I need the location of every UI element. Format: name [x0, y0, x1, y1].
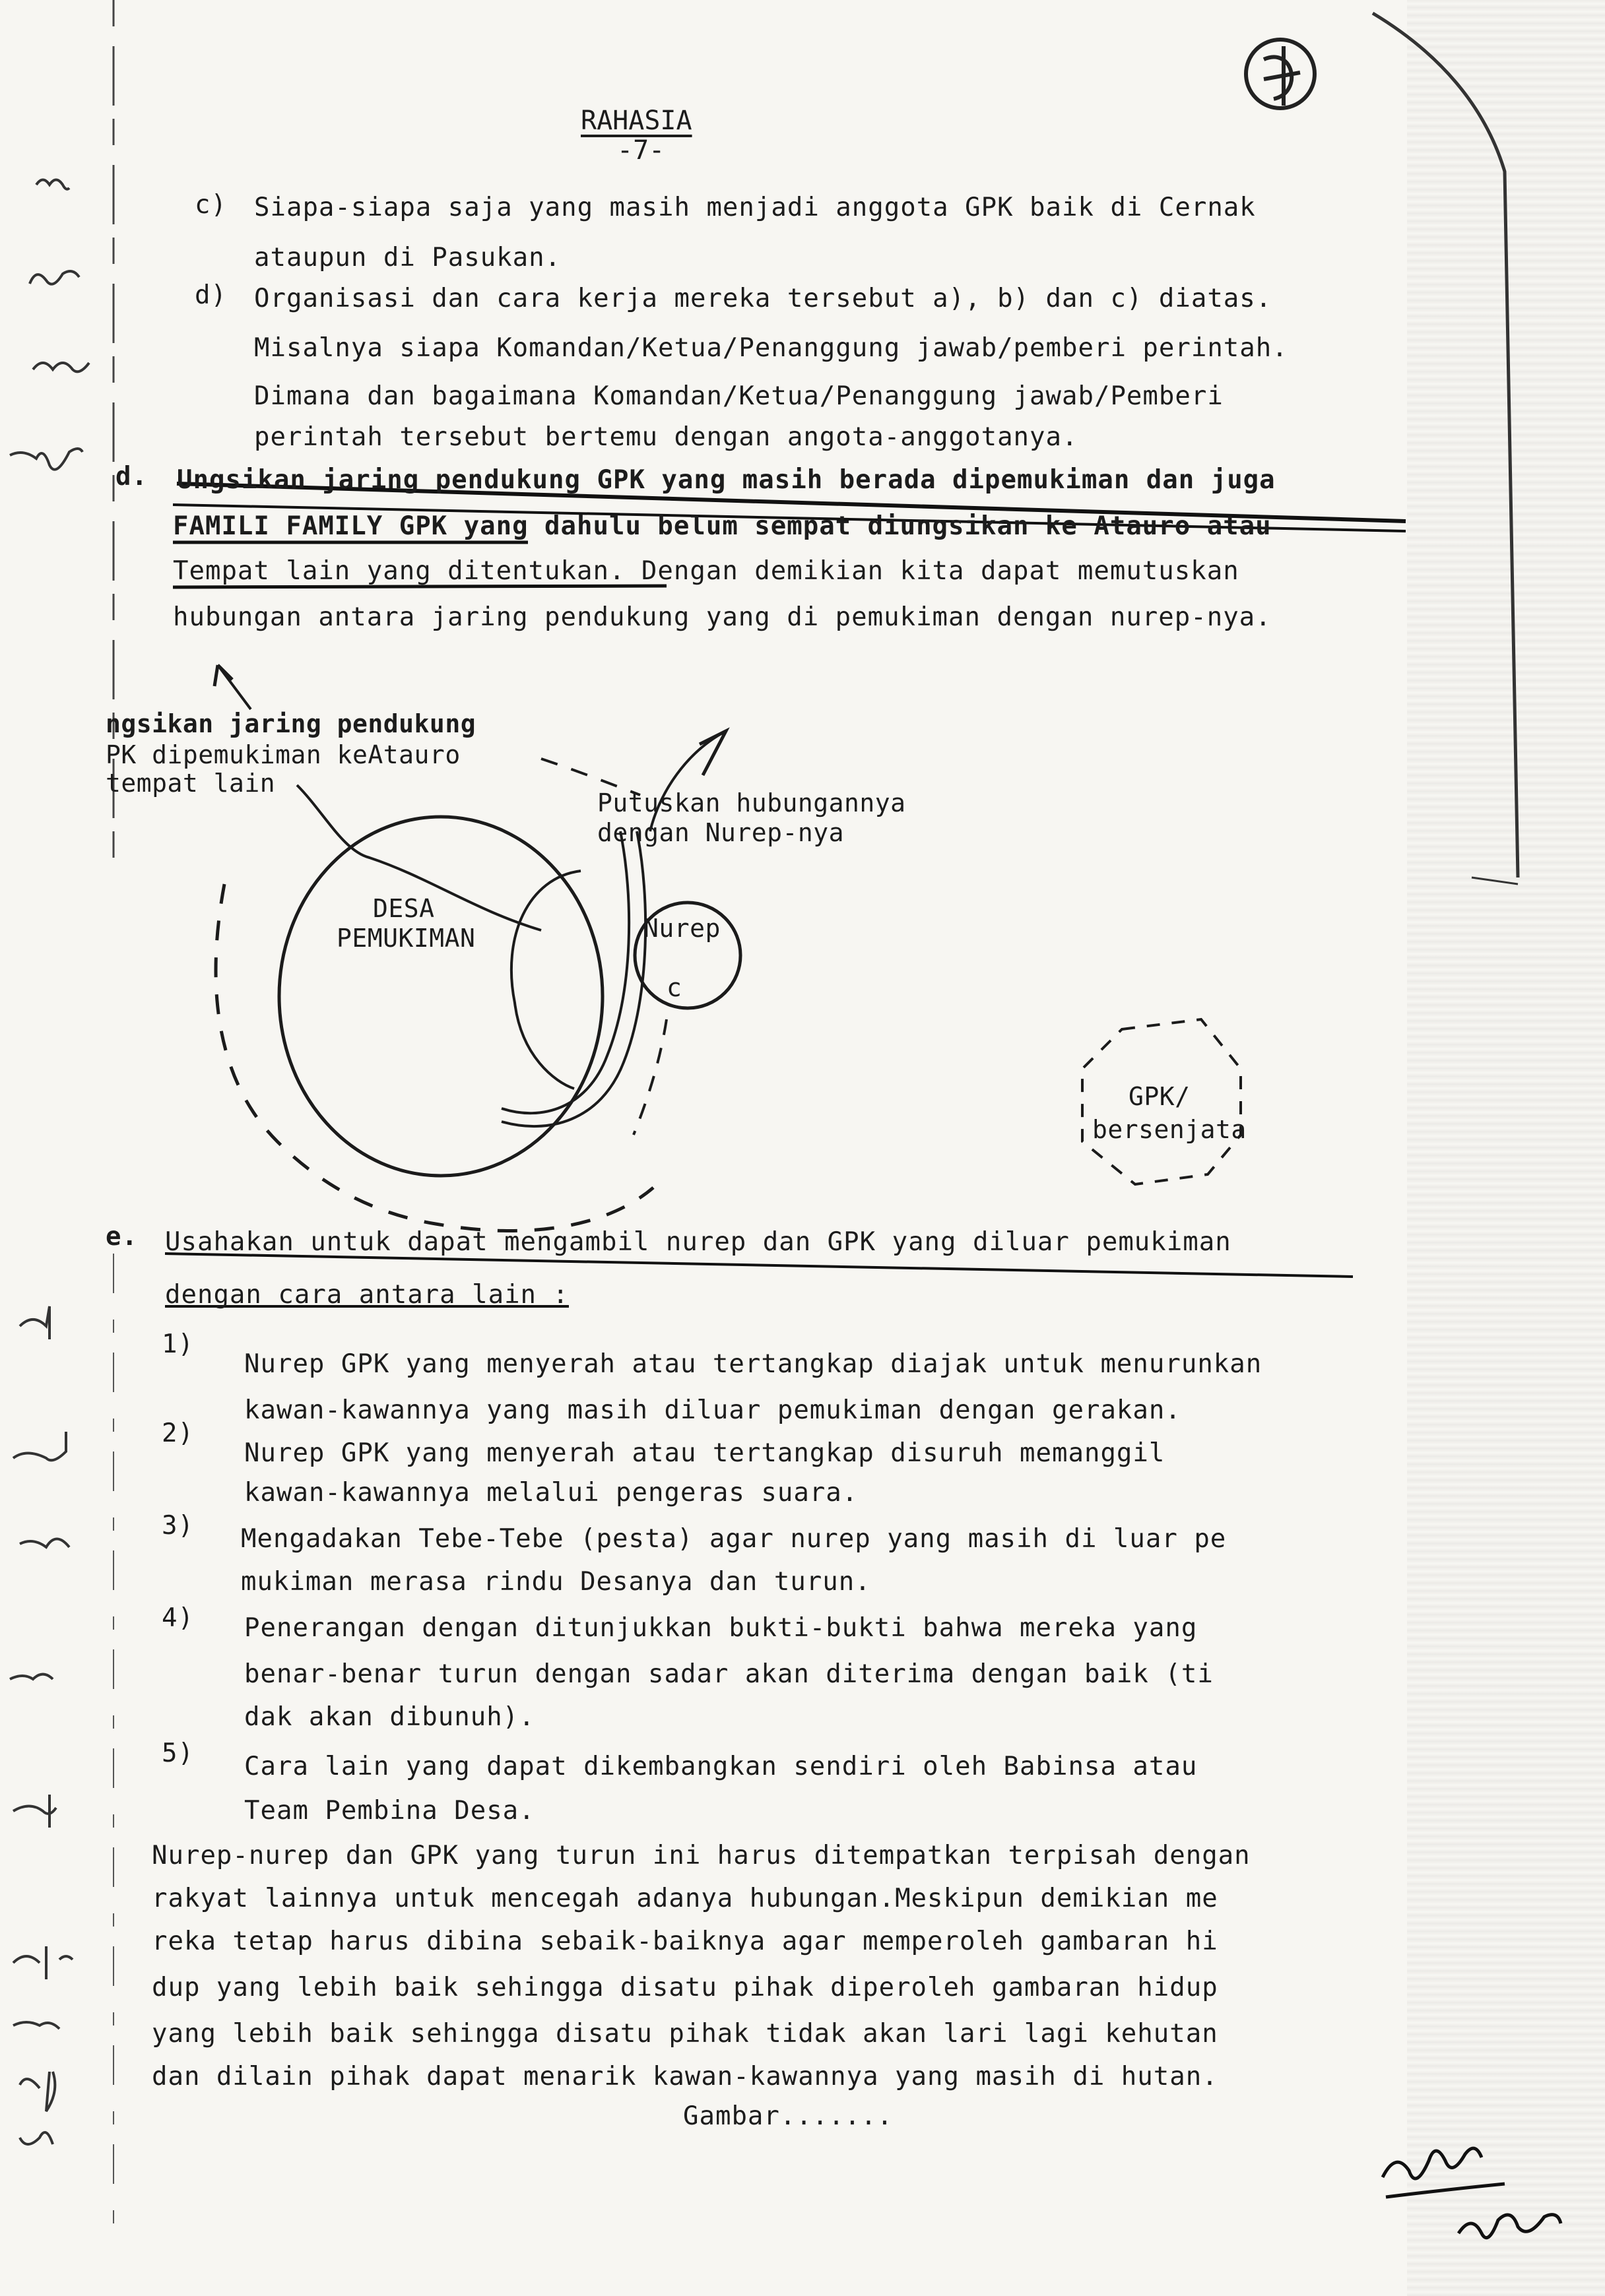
list-item-number: 5) — [162, 1738, 194, 1768]
continuation-label: Gambar....... — [683, 2101, 894, 2131]
item-c-line1: Siapa-siapa saja yang masih menjadi anggota GPK baik di Cernak — [254, 193, 1256, 222]
signature-icon — [1383, 2148, 1561, 2238]
item-d-marker: d) — [195, 280, 227, 310]
list-item-line: kawan-kawannya yang masih diluar pemukiman dengan gerakan. — [244, 1395, 1181, 1425]
closing-line-6: dan dilain pihak dapat menarik kawan-kawannya yang masih di hutan. — [152, 2062, 1218, 2091]
section-e-marker: e. — [106, 1222, 138, 1252]
diagram-village-label-1: DESA — [373, 894, 435, 923]
diagram-label-left-1: ngsikan jaring pendukung — [106, 709, 476, 738]
list-item-line: Cara lain yang dapat dikembangkan sendiri oleh Babinsa atau — [244, 1752, 1198, 1781]
list-item-line: Nurep GPK yang menyerah atau tertangkap disuruh memanggil — [244, 1438, 1165, 1468]
list-item-number: 2) — [162, 1419, 194, 1448]
section-d-marker: d. — [115, 462, 148, 492]
list-item-line: Penerangan dengan ditunjukkan bukti-bukti bahwa mereka yang — [244, 1613, 1198, 1643]
diagram-label-right-1: Putuskan hubungannya — [597, 788, 906, 817]
diagram-label-left-2: PK dipemukiman keAtauro — [106, 740, 461, 769]
list-item-number: 3) — [162, 1511, 194, 1541]
list-item-line: benar-benar turun dengan sadar akan diterima dengan baik (ti — [244, 1659, 1214, 1689]
diagram-gpk-label-2: bersenjata — [1092, 1115, 1247, 1144]
diagram-label-right-2: dengan Nurep-nya — [597, 818, 845, 847]
item-d-line4: perintah tersebut bertemu dengan angota-anggotanya. — [254, 422, 1078, 452]
circled-stamp-icon — [1246, 40, 1315, 108]
item-d-line2: Misalnya siapa Komandan/Ketua/Penanggung jawab/pemberi perintah. — [254, 333, 1288, 363]
closing-line-2: rakyat lainnya untuk mencegah adanya hubungan.Meskipun demikian me — [152, 1884, 1218, 1913]
closing-line-4: dup yang lebih baik sehingga disatu pihak diperoleh gambaran hidup — [152, 1973, 1218, 2002]
item-d-line1: Organisasi dan cara kerja mereka tersebut a), b) dan c) diatas. — [254, 284, 1272, 313]
list-item-line: kawan-kawannya melalui pengeras suara. — [244, 1478, 859, 1508]
classification-label: RAHASIA — [581, 106, 692, 136]
list-item-line: mukiman merasa rindu Desanya dan turun. — [241, 1567, 871, 1597]
list-item-number: 4) — [162, 1603, 194, 1633]
margin-handwriting-icon — [10, 180, 89, 2145]
village-circle — [279, 817, 603, 1176]
page-number: -7- — [617, 135, 665, 166]
section-e-title-1: Usahakan untuk dapat mengambil nurep dan GPK yang diluar pemukiman — [165, 1227, 1231, 1257]
list-item-line: dak akan dibunuh). — [244, 1702, 535, 1732]
diagram-gpk-label-1: GPK/ — [1129, 1082, 1191, 1111]
diagram-village-label-2: PEMUKIMAN — [337, 924, 476, 953]
section-d-line4: hubungan antara jaring pendukung yang di pemukiman dengan nurep-nya. — [173, 602, 1272, 632]
list-item-line: Nurep GPK yang menyerah atau tertangkap diajak untuk menurunkan — [244, 1349, 1262, 1379]
diagram-nurep-label: Nurep — [643, 914, 721, 943]
item-d-line3: Dimana dan bagaimana Komandan/Ketua/Penanggung jawab/Pemberi — [254, 381, 1224, 411]
section-d-line1: Ungsikan jaring pendukung GPK yang masih berada dipemukiman dan juga — [177, 465, 1276, 495]
diagram-nurep-small: c — [667, 973, 682, 1002]
section-d-line2: FAMILI FAMILY GPK yang dahulu belum sempat diungsikan ke Atauro atau — [173, 511, 1272, 541]
section-e-title-2: dengan cara antara lain : — [165, 1280, 569, 1310]
item-c-line2: ataupun di Pasukan. — [254, 243, 562, 272]
list-item-line: Mengadakan Tebe-Tebe (pesta) agar nurep yang masih di luar pe — [241, 1524, 1227, 1554]
list-item-number: 1) — [162, 1329, 194, 1359]
closing-line-1: Nurep-nurep dan GPK yang turun ini harus ditempatkan terpisah dengan — [152, 1841, 1251, 1870]
closing-line-5: yang lebih baik sehingga disatu pihak tidak akan lari lagi kehutan — [152, 2019, 1218, 2049]
diagram-label-left-3: tempat lain — [106, 769, 276, 798]
section-d-line3: Tempat lain yang ditentukan. Dengan demikian kita dapat memutuskan — [173, 556, 1239, 586]
closing-line-3: reka tetap harus dibina sebaik-baiknya agar memperoleh gambaran hi — [152, 1927, 1218, 1956]
item-c-marker: c) — [195, 190, 227, 220]
list-item-line: Team Pembina Desa. — [244, 1796, 535, 1826]
